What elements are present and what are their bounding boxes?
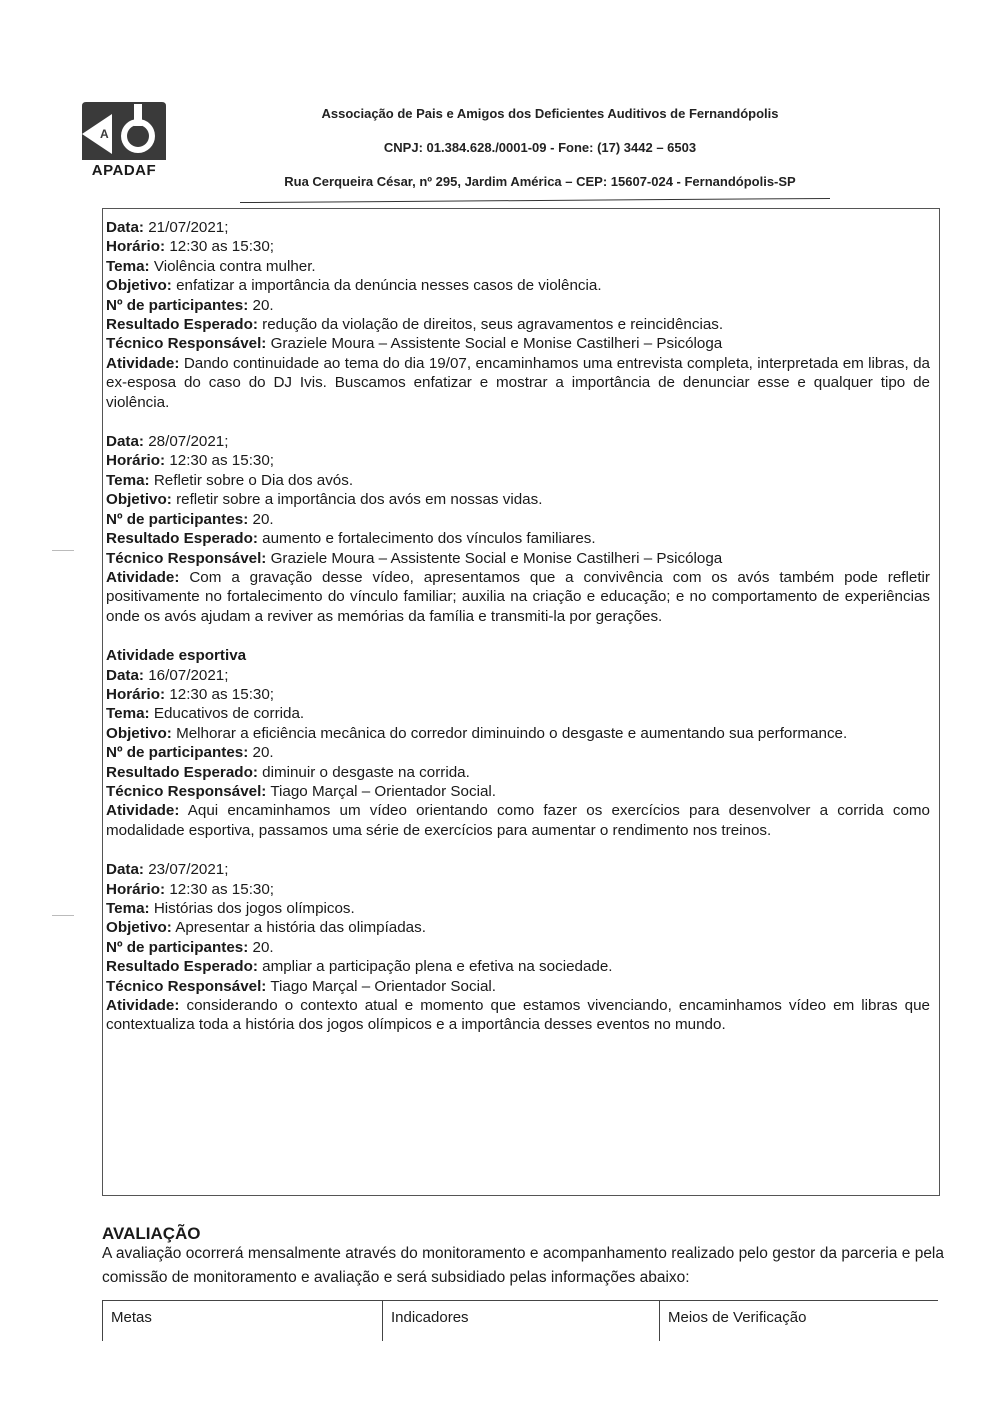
- activity-expected-result: diminuir o desgaste na corrida.: [262, 763, 470, 781]
- scan-mark: [52, 915, 74, 916]
- activity-date: 21/07/2021;: [148, 219, 229, 236]
- evaluation-table: [102, 1300, 938, 1405]
- activity-entry: Data: 16/07/2021; Horário: 12:30 as 15:30; Tema: Educativos de corrida. Objetivo: Melhorar a eficiência mecânica do corredor diminuindo o desgaste e aumentando sua performance. Nº de participantes: 20. Resultado Esperado: diminuir o desgaste na corrida. Técnico Responsável: Tiago Marçal – Orientador Social. Atividade: Aqui encaminhamos um vídeo orientando como fazer os exercícios para desenvolver a corrida como modalidade esportiva, passamos uma série de exercícios para aumentar o rendimento nos treinos.: [106, 666, 930, 839]
- activity-time: 12:30 as 15:30;: [169, 685, 275, 703]
- activities-content: [106, 218, 930, 1035]
- activity-date: 28/07/2021;: [148, 433, 229, 451]
- activity-time: 12:30 as 15:30;: [169, 238, 275, 256]
- activity-objective: Melhorar a eficiência mecânica do corredor diminuindo o desgaste e aumentando sua performance.: [176, 724, 848, 742]
- activity-technician: Graziele Moura – Assistente Social e Monise Castilheri – Psicóloga: [270, 549, 723, 567]
- activity-participants: 20.: [252, 938, 274, 956]
- table-header-meios: Meios de Verificação: [659, 1301, 938, 1341]
- activity-technician: Graziele Moura – Assistente Social e Monise Castilheri – Psicóloga: [270, 335, 723, 353]
- activity-theme: Histórias dos jogos olímpicos.: [153, 900, 355, 917]
- activity-objective: enfatizar a importância da denúncia nesses casos de violência.: [176, 277, 602, 295]
- evaluation-text: A avaliação ocorrerá mensalmente através do monitoramento e acompanhamento realizado pelo gestor da parceria e pela comissão de monitoramento e avaliação e será subsidiado pelas informações abaixo:: [102, 1245, 944, 1286]
- logo-text: APADAF: [91, 162, 157, 179]
- activity-entry: Data: 23/07/2021; Horário: 12:30 as 15:30; Tema: Histórias dos jogos olímpicos. Objetivo: Apresentar a história das olimpíadas. Nº de participantes: 20. Resultado Esperado: ampliar a participação plena e efetiva na sociedade. Técnico Responsável: Tiago Marçal – Orientador Social. Atividade: considerando o contexto atual e momento que estamos vivenciando, encaminhamos vídeo em libras que contextualiza toda a história dos jogos olímpicos e a importância desses eventos no mundo.: [106, 861, 930, 1034]
- activity-date: 23/07/2021;: [148, 861, 229, 879]
- activity-objective: Apresentar a história das olimpíadas.: [175, 919, 426, 937]
- activity-entry: Data: 28/07/2021; Horário: 12:30 as 15:30; Tema: Refletir sobre o Dia dos avós. Objetivo: refletir sobre a importância dos avós em nossas vidas. Nº de participantes: 20. Resultado Esperado: aumento e fortalecimento dos vínculos familiares. Técnico Responsável: Graziele Moura – Assistente Social e Monise Castilheri – Psicóloga Atividade: Com a gravação desse vídeo, apresentamos que a convivência com os avós também pode refletir positivamente no fortalecimento do vínculo familiar; auxilia na criação e educação; e no comportamento de experiências onde os avós ajudam a reviver as memórias da família e transmiti-la por gerações.: [106, 433, 930, 625]
- evaluation-title: AVALIAÇÃO: [102, 1224, 201, 1243]
- activity-participants: 20.: [252, 744, 274, 762]
- table-header-metas: Metas: [102, 1301, 382, 1341]
- activity-description: considerando o contexto atual e momento que estamos vivenciando, encaminhamos vídeo em libras que contextualiza toda a história dos jogos olímpicos e a importância desses eventos no mundo.: [106, 997, 930, 1034]
- activity-date: 16/07/2021;: [148, 666, 229, 684]
- activity-objective: refletir sobre a importância dos avós em nossas vidas.: [176, 491, 543, 509]
- header-divider: [240, 198, 830, 203]
- activity-theme: Educativos de corrida.: [153, 705, 305, 723]
- activity-participants: 20.: [252, 510, 274, 528]
- activity-expected-result: aumento e fortalecimento dos vínculos familiares.: [262, 530, 596, 548]
- activity-theme: Refletir sobre o Dia dos avós.: [153, 471, 354, 489]
- activity-time: 12:30 as 15:30;: [169, 880, 275, 898]
- activity-entry: Data: 21/07/2021; Horário: 12:30 as 15:30; Tema: Violência contra mulher. Objetivo: enfatizar a importância da denúncia nesses casos de violência. Nº de participantes: 20. Resultado Esperado: redução da violação de direitos, seus agravamentos e reincidências. Técnico Responsável: Graziele Moura – Assistente Social e Monise Castilheri – Psicóloga Atividade: Dando continuidade ao tema do dia 19/07, encaminhamos uma entrevista completa, interpretada em libras, da ex-esposa do caso do DJ Ivis. Buscamos enfatizar e mostrar a importância de denunciar esse e qualquer tipo de violência.: [106, 219, 930, 411]
- table-header-indicadores: Indicadores: [382, 1301, 659, 1341]
- activity-expected-result: ampliar a participação plena e efetiva na sociedade.: [262, 958, 613, 976]
- svg-text:A: A: [100, 127, 109, 141]
- scan-mark: [52, 550, 74, 551]
- activity-description: Aqui encaminhamos um vídeo orientando como fazer os exercícios para desenvolver a corrida como modalidade esportiva, passamos uma série de exercícios para aumentar o rendimento nos treinos.: [106, 802, 930, 839]
- activity-expected-result: redução da violação de direitos, seus agravamentos e reincidências.: [262, 316, 724, 334]
- cnpj-line: CNPJ: 01.384.628./0001-09 - Fone: (17) 3442 – 6503: [383, 140, 697, 155]
- activity-participants: 20.: [252, 296, 274, 314]
- address-line: Rua Cerqueira César, nº 295, Jardim América – CEP: 15607-024 - Fernandópolis-SP: [284, 174, 796, 189]
- org-name: Associação de Pais e Amigos dos Deficientes Auditivos de Fernandópolis: [321, 106, 779, 121]
- activity-time: 12:30 as 15:30;: [169, 452, 275, 470]
- activity-description: Dando continuidade ao tema do dia 19/07, encaminhamos uma entrevista completa, interpretada em libras, da ex-esposa do caso do DJ Ivis. Buscamos enfatizar e mostrar a importância de denunciar esse e qualquer tipo de violência.: [106, 354, 930, 411]
- activity-technician: Tiago Marçal – Orientador Social.: [270, 977, 496, 995]
- section-title: Atividade esportiva: [106, 647, 247, 665]
- activity-theme: Violência contra mulher.: [153, 257, 316, 275]
- activity-technician: Tiago Marçal – Orientador Social.: [270, 782, 496, 800]
- activity-description: Com a gravação desse vídeo, apresentamos que a convivência com os avós também pode refletir positivamente no fortalecimento do vínculo familiar; auxilia na criação e educação; e no comportamento de experiências onde os avós ajudam a reviver as memórias da família e transmiti-la por gerações.: [106, 568, 930, 625]
